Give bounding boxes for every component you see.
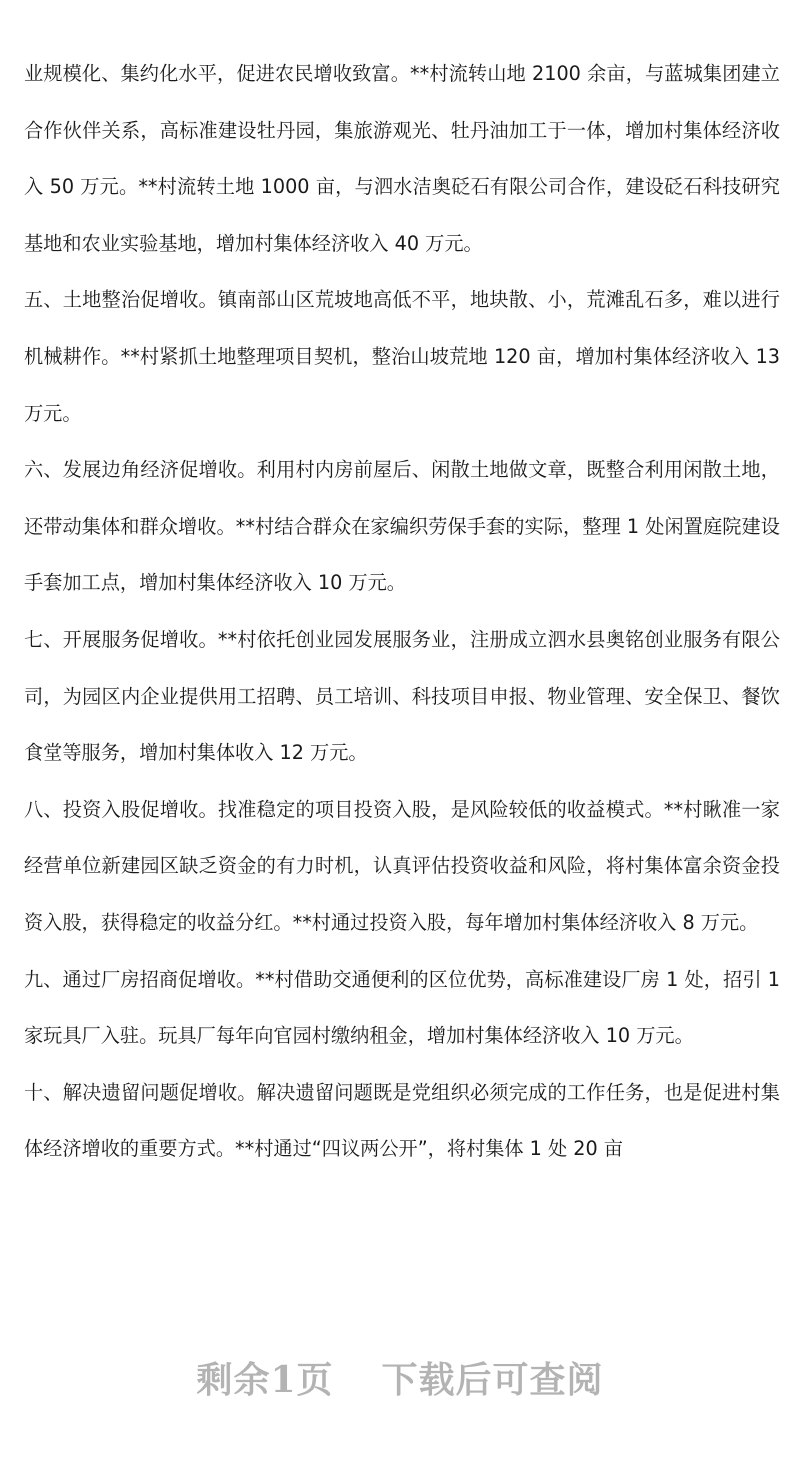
document-page [24, 0, 780, 1457]
download-prompt-label: 下载后可查阅 [381, 1359, 604, 1401]
paragraph-section-6: 六、发展边角经济促增收。利用村内房前屋后、闲散土地做文章，既整合利用闲散土地，还带动集体和群众增收。**村结合群众在家编织劳保手套的实际，整理 1 处闲置庭院建设手套加工点，增加村集体经济收入 10 万元。 [24, 458, 780, 595]
document-body [24, 46, 780, 1178]
paragraph-section-10: 十、解决遗留问题促增收。解决遗留问题既是党组织必须完成的工作任务，也是促进村集体经济增收的重要方式。**村通过“四议两公开”，将村集体 1 处 20 亩 [24, 1080, 780, 1161]
paragraph-section-9: 九、通过厂房招商促增收。**村借助交通便利的区位优势，高标准建设厂房 1 处，招引 1 家玩具厂入驻。玩具厂每年向官园村缴纳租金，增加村集体经济收入 10 万元。 [24, 967, 780, 1048]
paragraph-section-5: 五、土地整治促增收。镇南部山区荒坡地高低不平，地块散、小，荒滩乱石多，难以进行机械耕作。**村紧抓土地整理项目契机，整治山坡荒地 120 亩，增加村集体经济收入 13 万元。 [24, 288, 780, 425]
download-notice[interactable] [0, 1350, 800, 1410]
remaining-pages-label: 剩余1页 [196, 1359, 334, 1401]
paragraph-section-7: 七、开展服务促增收。**村依托创业园发展服务业，注册成立泗水县奥铭创业服务有限公司，为园区内企业提供用工招聘、员工培训、科技项目申报、物业管理、安全保卫、餐饮食堂等服务，增加村集体收入 12 万元。 [24, 627, 780, 765]
paragraph-intro-continued: 业规模化、集约化水平，促进农民增收致富。**村流转山地 2100 余亩，与蓝城集团建立合作伙伴关系，高标准建设牡丹园，集旅游观光、牡丹油加工于一体，增加村集体经济收入 50 万元。**村流转土地 1000 亩，与泗水洁奥砭石有限公司合作，建设砭石科技研究基地和农业实验基地，增加村集体经济收入 40 万元。 [24, 62, 780, 255]
paragraph-section-8: 八、投资入股促增收。找准稳定的项目投资入股，是风险较低的收益模式。**村瞅准一家经营单位新建园区缺乏资金的有力时机，认真评估投资收益和风险，将村集体富余资金投资入股，获得稳定的收益分红。**村通过投资入股，每年增加村集体经济收入 8 万元。 [24, 797, 780, 934]
